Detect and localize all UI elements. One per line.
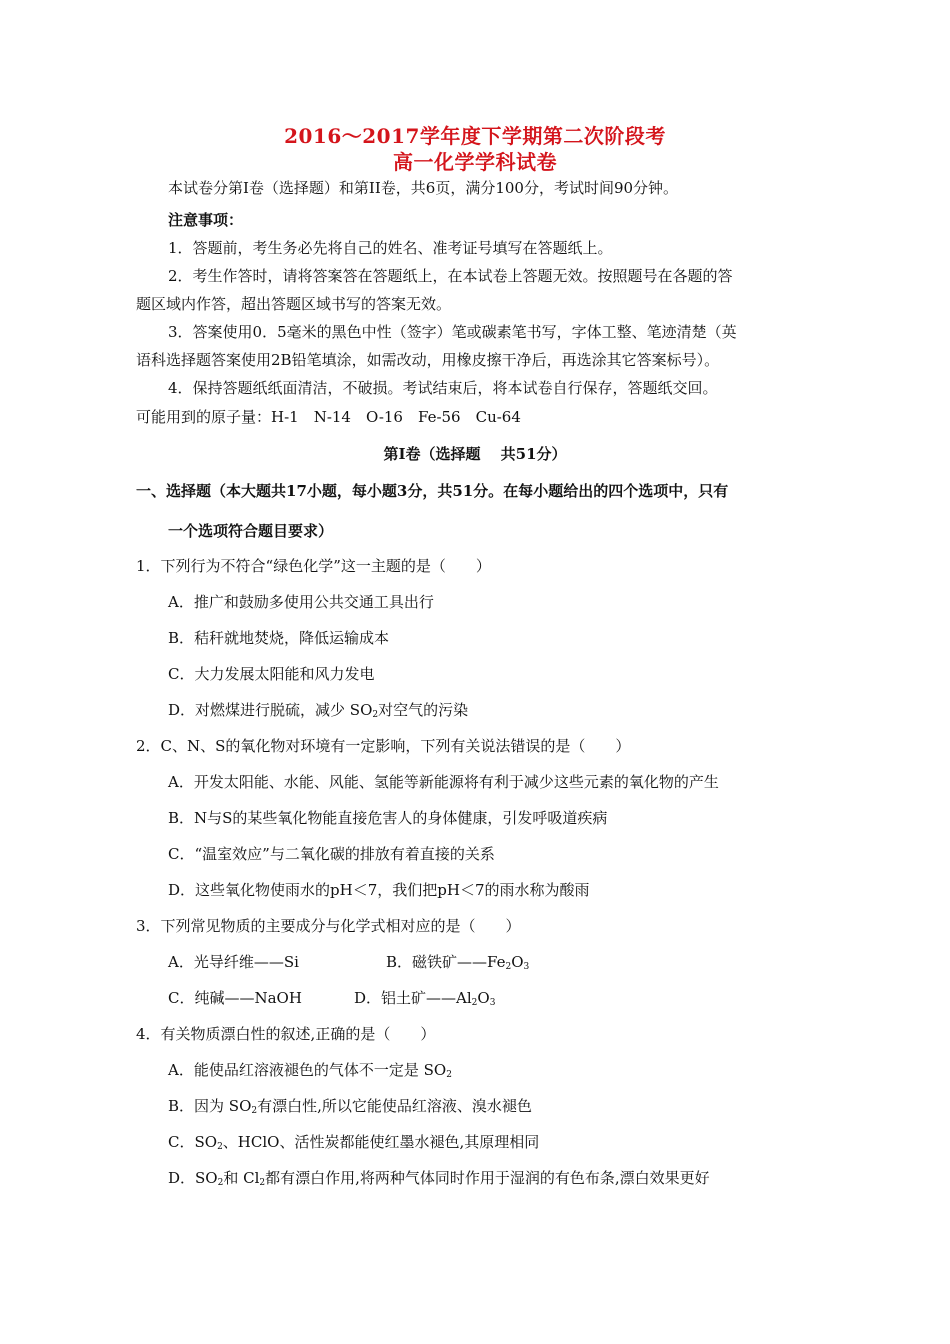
- question-4-option-a: A．能使品红溶液褪色的气体不一定是 $SO_2$: [168, 1061, 452, 1080]
- question-3-option-b: B．磁铁矿$——Fe_2O_3$: [386, 953, 530, 972]
- section-instruction-2: 一个选项符合题目要求）: [168, 522, 334, 540]
- question-3-stem: 3．下列常见物质的主要成分与化学式相对应的是（ ）: [136, 917, 521, 935]
- notice-item-3-cont: 语科选择题答案使用2B铅笔填涂，如需改动，用橡皮擦干净后，再选涂其它答案标号）。: [136, 351, 720, 369]
- intro-text: 本试卷分第I卷（选择题）和第II卷，共6页，满分100分，考试时间90分钟。: [168, 179, 679, 197]
- notice-item-2: 2．考生作答时，请将答案答在答题纸上，在本试卷上答题无效。按照题号在各题的答: [168, 267, 733, 285]
- question-1-stem: 1．下列行为不符合“绿色化学”这一主题的是（ ）: [136, 557, 491, 575]
- question-1-option-c: C．大力发展太阳能和风力发电: [168, 665, 375, 683]
- question-2-option-d: D．这些氧化物使雨水的pH＜7，我们把pH＜7的雨水称为酸雨: [168, 881, 590, 899]
- notice-heading: 注意事项：: [168, 211, 244, 229]
- question-2-option-b: B．N与S的某些氧化物能直接危害人的身体健康，引发呼吸道疾病: [168, 809, 608, 827]
- question-4-stem: 4．有关物质漂白性的叙述,正确的是（ ）: [136, 1025, 436, 1043]
- question-3-option-c: C．纯碱——NaOH: [168, 989, 302, 1007]
- question-2-option-a: A．开发太阳能、水能、风能、氢能等新能源将有利于减少这些元素的氧化物的产生: [168, 773, 719, 791]
- question-4-option-b: B．因为 $SO_2$有漂白性,所以它能使品红溶液、溴水褪色: [168, 1097, 532, 1116]
- question-2-stem: 2．C、N、S的氧化物对环境有一定影响，下列有关说法错误的是（ ）: [136, 737, 631, 755]
- question-1-option-a: A．推广和鼓励多使用公共交通工具出行: [168, 593, 434, 611]
- question-3-option-d: D．铝土矿$——Al_2O_3$: [354, 989, 496, 1008]
- notice-item-2-cont: 题区域内作答，超出答题区域书写的答案无效。: [136, 295, 452, 313]
- notice-item-4: 4．保持答题纸纸面清洁，不破损。考试结束后，将本试卷自行保存，答题纸交回。: [168, 379, 718, 397]
- section-instruction-1: 一、选择题（本大题共17小题，每小题3分，共51分。在每小题给出的四个选项中，只有: [136, 482, 729, 500]
- question-1-option-b: B．秸秆就地焚烧，降低运输成本: [168, 629, 390, 647]
- notice-item-1: 1．答题前，考生务必先将自己的姓名、准考证号填写在答题纸上。: [168, 239, 613, 257]
- question-1-option-d: D．对燃煤进行脱硫，减少 $SO_2$对空气的污染: [168, 701, 469, 720]
- atomic-masses: 可能用到的原子量：H-1 N-14 O-16 Fe-56 Cu-64: [136, 408, 521, 426]
- question-4-option-d: D．$SO_2$和 $Cl_2$都有漂白作用,将两种气体同时作用于湿润的有色布条,漂白效果更好: [168, 1169, 710, 1188]
- exam-title-line2: 高一化学学科试卷: [393, 150, 557, 174]
- section-title: 第I卷（选择题 共51分）: [383, 445, 567, 463]
- question-4-option-c: C．$SO_2$、HClO、活性炭都能使红墨水褪色,其原理相同: [168, 1133, 540, 1152]
- notice-item-3: 3．答案使用0．5毫米的黑色中性（签字）笔或碳素笔书写，字体工整、笔迹清楚（英: [168, 323, 737, 341]
- question-3-option-a: A．光导纤维——Si: [168, 953, 299, 971]
- question-2-option-c: C．“温室效应”与二氧化碳的排放有着直接的关系: [168, 845, 495, 863]
- exam-title-line1: 2016～2017学年度下学期第二次阶段考: [284, 124, 666, 148]
